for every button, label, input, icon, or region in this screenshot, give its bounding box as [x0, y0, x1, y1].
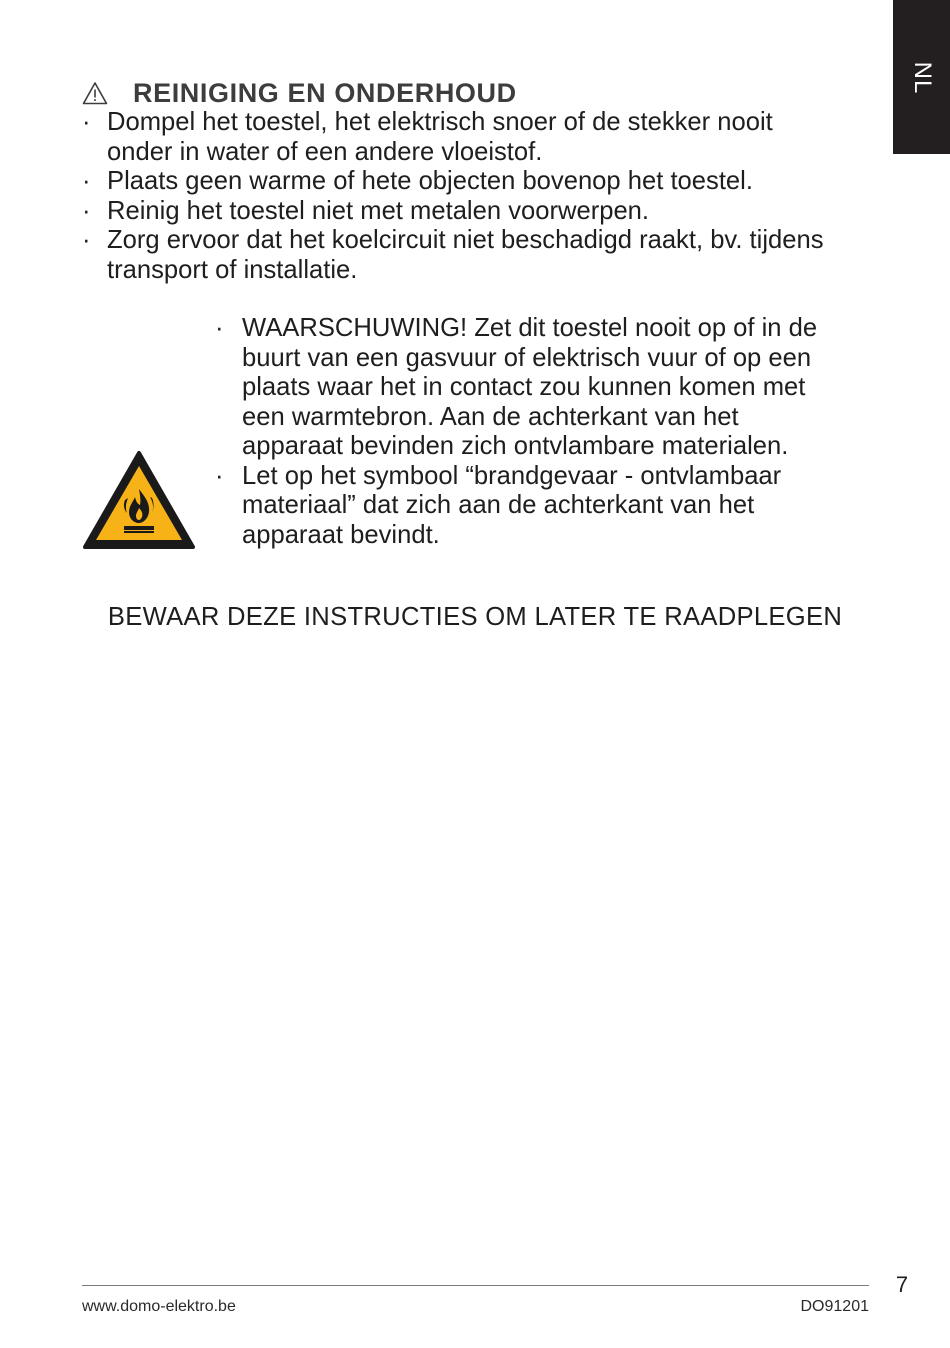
list-item: · Dompel het toestel, het elektrisch snoer of de stekker nooit onder in water of een andere vloeistof. [82, 108, 842, 167]
language-tab [893, 0, 950, 154]
list-item: · Let op het symbool “brandgevaar - ontvlambaar materiaal” dat zich aan de achterkant van het apparaat bevindt. [215, 462, 845, 551]
list-item: · Reinig het toestel niet met metalen voorwerpen. [82, 197, 842, 227]
section-heading [82, 76, 517, 110]
save-instructions-note: BEWAAR DEZE INSTRUCTIES OM LATER TE RAADPLEGEN [107, 603, 843, 631]
page-number: 7 [895, 1272, 909, 1297]
section-title: REINIGING EN ONDERHOUD [133, 77, 517, 108]
flammable-material-warning-icon [82, 450, 196, 550]
list-item: · Zorg ervoor dat het koelcircuit niet beschadigd raakt, bv. tijdens transport of installatie. [82, 226, 842, 285]
footer-model-number: DO91201 [800, 1298, 869, 1315]
footer-divider [82, 1285, 869, 1286]
fire-warning-bullet-list [215, 314, 845, 550]
cleaning-bullet-list [82, 108, 842, 285]
list-item: · Plaats geen warme of hete objecten bovenop het toestel. [82, 167, 842, 197]
footer-website: www.domo-elektro.be [82, 1298, 236, 1315]
list-item: · WAARSCHUWING! Zet dit toestel nooit op of in de buurt van een gasvuur of elektrisch vuur of op een plaats waar het in contact zou kunnen komen met een warmtebron. Aan de achterkant van het apparaat bevinden zich ontvlambare materialen. [215, 314, 845, 462]
language-tab-label: NL [908, 61, 936, 95]
warning-triangle-icon [82, 81, 108, 105]
